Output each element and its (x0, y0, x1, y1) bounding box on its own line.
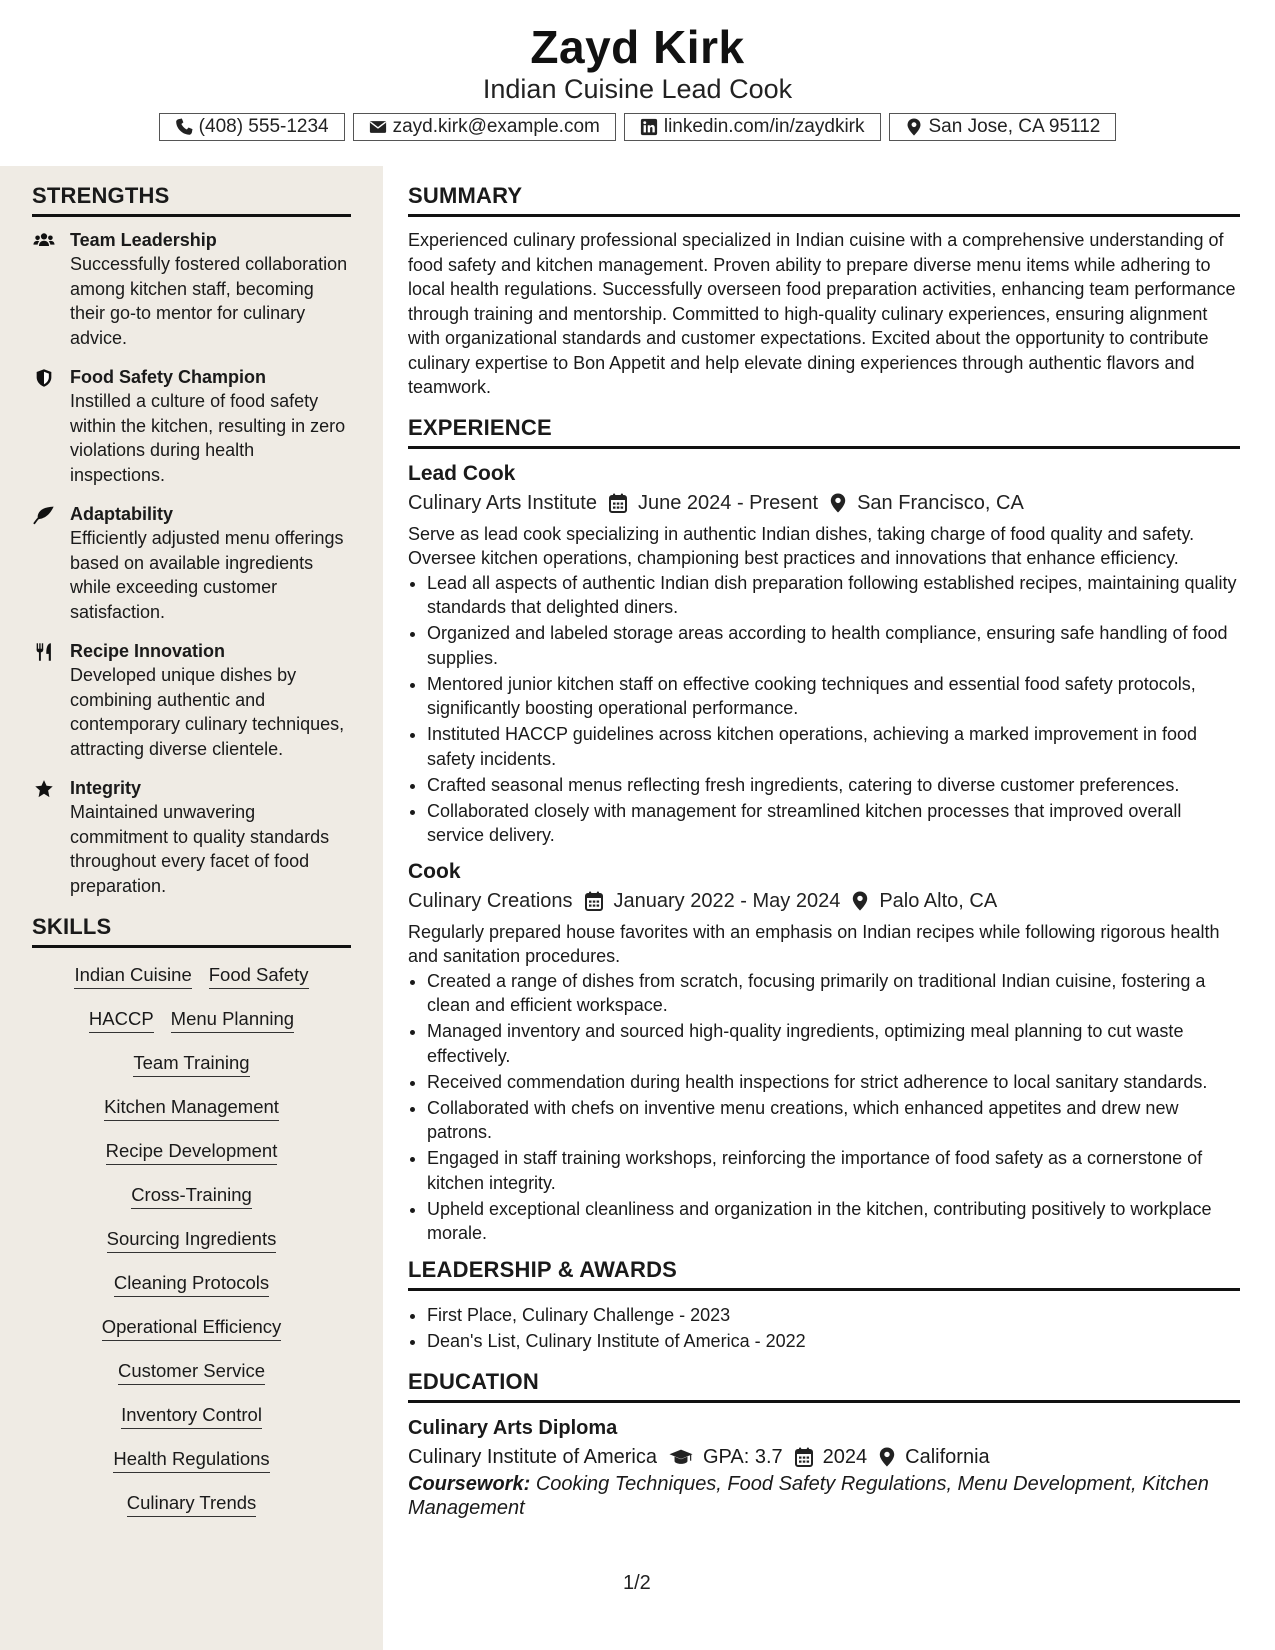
star-icon (32, 776, 56, 898)
resume-header (0, 0, 1275, 146)
skill-tag: Cross-Training (131, 1183, 252, 1209)
skill-tag: Cleaning Protocols (114, 1271, 269, 1297)
contact-bar (0, 113, 1275, 141)
phone-icon (175, 118, 193, 136)
strength-item (32, 365, 351, 487)
strength-description: Efficiently adjusted menu offerings based on available ingredients while exceeding customer satisfaction. (70, 528, 344, 622)
education-meta (408, 1442, 1240, 1472)
map-pin-icon (852, 891, 868, 911)
sidebar (0, 166, 383, 1650)
job-meta (408, 886, 1240, 916)
location-contact[interactable] (889, 113, 1117, 141)
linkedin-text: linkedin.com/in/zaydkirk (663, 116, 865, 137)
skill-tag: Customer Service (118, 1359, 265, 1385)
utensils-icon (32, 639, 56, 761)
job-dates: January 2022 - May 2024 (613, 889, 841, 912)
awards-list (408, 1302, 1240, 1354)
strength-item (32, 502, 351, 624)
strength-description: Maintained unwavering commitment to quality standards throughout every facet of food preparation. (70, 802, 330, 896)
degree-title: Culinary Arts Diploma (408, 1416, 618, 1439)
bullet-item: • Engaged in staff training workshops, reinforcing the importance of food safety as a cornerstone of kitchen integrity. (427, 1146, 1240, 1195)
strength-description: Successfully fostered collaboration among kitchen staff, becoming their go-to mentor for culinary advice. (70, 254, 348, 348)
page-number: 1/2 (623, 1572, 651, 1594)
strength-item (32, 639, 351, 761)
calendar-icon (609, 493, 627, 513)
email-contact[interactable] (353, 113, 616, 141)
users-icon (32, 228, 56, 350)
job-dates: June 2024 - Present (637, 491, 819, 514)
skills-list (32, 959, 351, 1517)
skill-tag: Recipe Development (106, 1139, 278, 1165)
strength-description: Instilled a culture of food safety within the kitchen, resulting in zero violations during health inspections. (70, 391, 346, 485)
calendar-icon (795, 1447, 813, 1467)
phone-text: (408) 555-1234 (198, 116, 329, 137)
graduation-year: 2024 (822, 1445, 868, 1468)
award-item: • Dean's List, Culinary Institute of America - 2022 (427, 1328, 1240, 1354)
skill-tag: Health Regulations (113, 1447, 269, 1473)
strength-title: Adaptability (70, 504, 174, 524)
shield-icon (32, 365, 56, 487)
skills-heading: SKILLS (32, 913, 351, 948)
job-bullets (408, 571, 1240, 848)
bullet-item: • Managed inventory and sourced high-quality ingredients, optimizing meal planning to cut waste effectively. (427, 1019, 1240, 1068)
job-title: Cook (408, 859, 461, 883)
coursework-label: Coursework: (408, 1472, 531, 1495)
email-text: zayd.kirk@example.com (392, 116, 600, 137)
strength-title: Team Leadership (70, 230, 217, 250)
skill-tag: Sourcing Ingredients (107, 1227, 277, 1253)
coursework-text: Cooking Techniques, Food Safety Regulations, Menu Development, Kitchen Management (408, 1472, 1209, 1519)
award-item: • First Place, Culinary Challenge - 2023 (427, 1302, 1240, 1328)
main-content (408, 166, 1240, 1521)
candidate-title: Indian Cuisine Lead Cook (482, 74, 793, 104)
skill-tag: Indian Cuisine (74, 963, 191, 989)
job-meta (408, 488, 1240, 518)
summary-text: Experienced culinary professional specialized in Indian cuisine with a comprehensive understanding of food safety and kitchen management. Proven ability to prepare diverse menu items while adhering to local health regulations. Successfully overseen food preparation activities, enhancing team performance through training and mentorship. Committed to high-quality culinary experiences, ensuring alignment with organizational standards and customer expectations. Excited about the opportunity to contribute culinary expertise to Bon Appetit and help elevate dining experiences through authentic flavors and teamwork. (408, 230, 1236, 397)
strength-title: Recipe Innovation (70, 641, 226, 661)
strength-title: Food Safety Champion (70, 367, 267, 387)
company-name: Culinary Arts Institute (408, 491, 597, 514)
job-bullets (408, 969, 1240, 1246)
summary-heading: SUMMARY (408, 182, 1240, 217)
map-pin-icon (830, 493, 846, 513)
skill-tag: Kitchen Management (104, 1095, 279, 1121)
bullet-item: • Upheld exceptional cleanliness and organization in the kitchen, contributing positively to workplace morale. (427, 1197, 1240, 1246)
strength-item (32, 228, 351, 350)
map-pin-icon (879, 1447, 895, 1467)
job-location: San Francisco, CA (857, 491, 1024, 514)
bullet-item: • Crafted seasonal menus reflecting fresh ingredients, catering to diverse customer preferences. (427, 773, 1240, 798)
education-heading: EDUCATION (408, 1368, 1240, 1403)
location-text: San Jose, CA 95112 (928, 116, 1101, 137)
strength-title: Integrity (70, 778, 142, 798)
coursework (408, 1472, 1240, 1521)
school-name: Culinary Institute of America (408, 1445, 657, 1468)
skill-tag: Menu Planning (171, 1007, 294, 1033)
skill-tag: Food Safety (209, 963, 309, 989)
leaf-icon (32, 502, 56, 624)
strengths-heading: STRENGTHS (32, 182, 351, 217)
bullet-item: • Lead all aspects of authentic Indian dish preparation following established recipes, maintaining quality standards that delighted diners. (427, 571, 1240, 620)
gpa-text: GPA: 3.7 (703, 1445, 783, 1468)
company-name: Culinary Creations (408, 889, 573, 912)
bullet-item: • Received commendation during health inspections for strict adherence to local sanitary standards. (427, 1070, 1240, 1095)
bullet-item: • Organized and labeled storage areas according to health compliance, ensuring safe handling of food supplies. (427, 621, 1240, 670)
job-entry (408, 858, 1240, 1246)
job-location: Palo Alto, CA (879, 889, 998, 912)
envelope-icon (369, 118, 387, 136)
skill-tag: Operational Efficiency (102, 1315, 282, 1341)
bullet-item: • Mentored junior kitchen staff on effective cooking techniques and essential food safety protocols, significantly boosting operational performance. (427, 672, 1240, 721)
bullet-item: • Collaborated closely with management for streamlined kitchen processes that improved overall service delivery. (427, 799, 1240, 848)
strength-item (32, 776, 351, 898)
linkedin-icon (640, 118, 658, 136)
calendar-icon (585, 891, 603, 911)
bullet-item: • Created a range of dishes from scratch, focusing primarily on traditional Indian cuisine, fostering a clean and efficient workspace. (427, 969, 1240, 1018)
awards-heading: LEADERSHIP & AWARDS (408, 1256, 1240, 1291)
skill-tag: HACCP (89, 1007, 154, 1033)
linkedin-contact[interactable] (624, 113, 881, 141)
job-entry (408, 460, 1240, 848)
strength-description: Developed unique dishes by combining authentic and contemporary culinary techniques, attracting diverse clientele. (70, 665, 345, 759)
bullet-item: • Collaborated with chefs on inventive menu creations, which enhanced appetites and drew new patrons. (427, 1096, 1240, 1145)
education-location: California (905, 1445, 990, 1468)
job-description: Serve as lead cook specializing in authentic Indian dishes, taking charge of food quality and safety. Oversee kitchen operations, championing best practices and innovations that enhance efficiency. (408, 523, 1195, 568)
skill-tag: Inventory Control (121, 1403, 262, 1429)
skill-tag: Team Training (133, 1051, 249, 1077)
graduation-cap-icon (669, 1447, 693, 1467)
job-title: Lead Cook (408, 461, 516, 485)
bullet-item: • Instituted HACCP guidelines across kitchen operations, achieving a marked improvement in food safety incidents. (427, 722, 1240, 771)
candidate-name: Zayd Kirk (530, 21, 745, 73)
job-description: Regularly prepared house favorites with an emphasis on Indian recipes while following rigorous health and sanitation procedures. (408, 921, 1220, 966)
skill-tag: Culinary Trends (127, 1491, 257, 1517)
map-pin-icon (905, 118, 923, 136)
phone-contact[interactable] (159, 113, 345, 141)
experience-heading: EXPERIENCE (408, 414, 1240, 449)
